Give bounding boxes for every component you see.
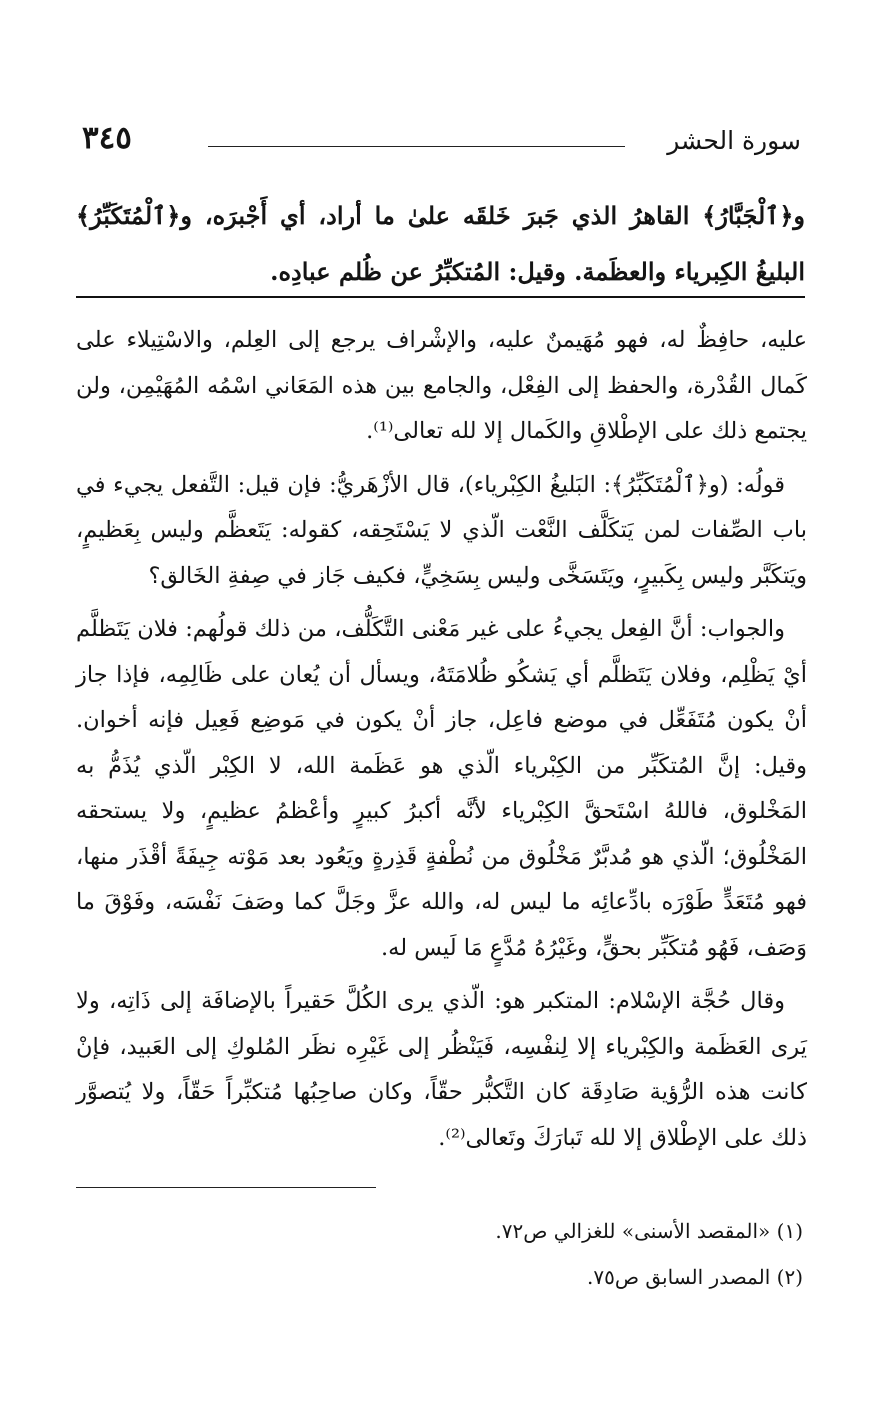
commentary-body	[76, 318, 807, 1169]
footnote: (١) «المقصد الأسنى» للغزالي ص٧٢.	[495, 1219, 803, 1243]
footnote: (٢) المصدر السابق ص٧٥.	[586, 1265, 803, 1289]
page-header	[80, 118, 805, 168]
paragraph: عليه، حافِظٌ له، فهو مُهَيمنٌ عليه، والإشْراف يرجع إلى العِلم، والاسْتِيلاء على كَمال القُدْرة، والحفظ إلى الفِعْل، والجامع بين هذه المَعَاني اسْمُه المُهَيْمِن، ولن يجتمع ذلك على الإطْلاقِ والكَمال إلا لله تعالى⁽¹⁾.	[76, 327, 807, 444]
footnote-separator	[76, 1187, 376, 1188]
header-rule	[208, 146, 625, 147]
paragraph: قولُه: (و﴿ٱلْمُتَكَبِّرُ﴾: البَليغُ الكِبْرياء)، قال الأزْهَريُّ: فإن قيل: التَّفعل يجيء في باب الصِّفات لمن يَتكَلَّف النَّعْت الّذي لا يَسْتَحِقه، كقوله: يَتَعظَّم وليس بِعَظيمٍ، ويَتكَبَّر وليس بِكَبيرٍ، ويَتَسَخَّى وليس بِسَخِيٍّ، فكيف جَاز في صِفةِ الخَالق؟	[76, 471, 807, 589]
paragraph: وقال حُجَّة الإسْلام: المتكبر هو: الّذي يرى الكُلَّ حَقيراً بالإضافَة إلى ذَاتِه، ولا يَرى العَظَمة والكِبْرياء إلا لِنفْسِه، فَيَنْظُر إلى غَيْرِه نظَر المُلوكِ إلى العَبيد، فإنْ كانت هذه الرُّؤية صَادِقَة كان التَّكبُّر حقّاً، وكان صاحِبُها مُتكبِّراً حَقّاً، ولا يُتصوَّر ذلك على الإطْلاق إلا لله تَبارَكَ وتَعالى⁽²⁾.	[76, 988, 807, 1151]
matn-separator	[76, 296, 805, 298]
matn-text: و﴿ٱلْجَبَّارُ﴾ القاهرُ الذي جَبرَ خَلقَه علىٰ ما أراد، أي أَجْبرَه، و﴿ٱلْمُتَكَبِّرُ﴾ البليغُ الكِبرياء والعظَمة. وقيل: المُتكبِّرُ عن ظُلم عبادِه.	[76, 201, 805, 286]
paragraph: والجواب: أنَّ الفِعل يجيءُ على غير مَعْنى التَّكَلُّف، من ذلك قولُهم: فلان يَتَظلَّم أيْ يَظْلِم، وفلان يَتَظلَّم أي يَشكُو ظُلامَتَهُ، ويسأل أن يُعان على ظَالِمِه، فإذا جاز أنْ يكون مُتَفَعِّل في موضع فاعِل، جاز أنْ يكون في مَوضِع فَعِيل فإنه أخوان. وقيل: إنَّ المُتكَبِّر من الكِبْرياء الّذي هو عَظَمة الله، لا الكِبْر الّذي يُذَمُّ به المَخْلوق، فاللهُ اسْتَحقَّ الكِبْرياء لأنَّه أكبرُ كبيرٍ وأعْظمُ عظيمٍ، ولا يستحقه المَخْلُوق؛ الّذي هو مُدبَّرٌ مَخْلُوق من نُطْفةٍ قَذِرةٍ ويَعُود بعد مَوْته جِيفَةً أقْذَر منها، فهو مُتَعَدٍّ طَوْرَه بادِّعائِه ما ليس له، والله عزَّ وجَلَّ كما وصَفَ نَفْسَه، وفَوْقَ ما وَصَف، فَهُو مُتكَبِّر بحقٍّ، وغَيْرُهُ مُدَّعٍ مَا لَيس له.	[76, 616, 807, 961]
surah-title: سورة الحشر	[667, 126, 801, 155]
page-number: ٣٤٥	[82, 120, 132, 156]
footnotes	[76, 1208, 803, 1300]
